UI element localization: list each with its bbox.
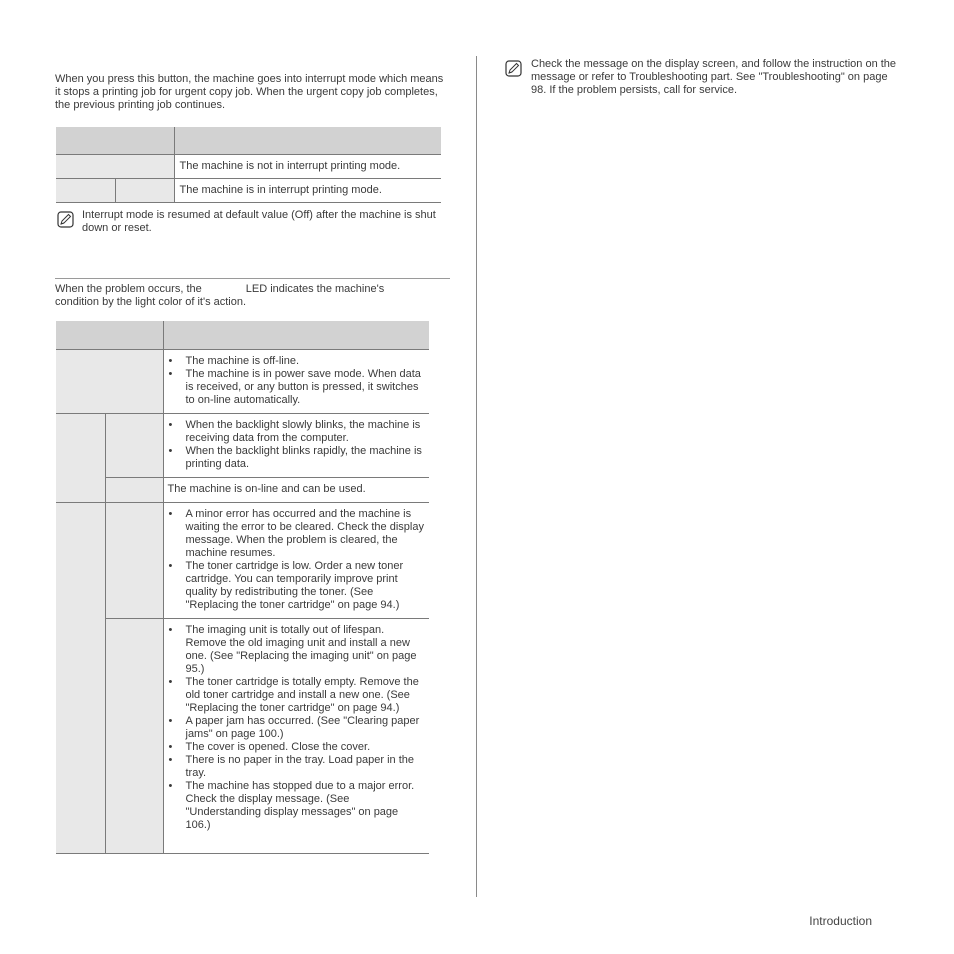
footer-label: Introduction <box>809 914 872 928</box>
status-off-cell <box>56 349 163 413</box>
status-color-cell <box>56 413 105 502</box>
list-item: • There is no paper in the tray. Load paper in the tray. <box>164 754 426 780</box>
status-blink-cell <box>105 413 163 477</box>
table-row <box>56 413 429 477</box>
status-header-description <box>163 321 429 349</box>
interrupt-header-status <box>56 127 174 154</box>
note-pencil-icon <box>505 60 522 77</box>
status-off-list <box>164 350 430 413</box>
interrupt-description-cell: The machine is not in interrupt printing mode. <box>179 159 401 172</box>
status-header-status <box>56 321 163 349</box>
list-item: • The machine is off-line. <box>164 355 426 368</box>
interrupt-description-cell: The machine is in interrupt printing mode. <box>179 183 382 196</box>
interrupt-header-description <box>174 127 441 154</box>
note-pencil-icon <box>57 211 74 228</box>
status-table-header <box>56 321 429 349</box>
list-item: • The cover is opened. Close the cover. <box>164 741 426 754</box>
list-item: • A minor error has occurred and the machine is waiting the error to be cleared. Check the display message. When the problem is cleared, the machine resumes. <box>164 508 426 560</box>
status-led-intro-part2: LED indicates the machine's <box>245 283 385 295</box>
list-item: • The machine has stopped due to a major error. Check the display message. (See "Understanding display messages" on page 106.) <box>164 780 426 832</box>
interrupt-note: Interrupt mode is resumed at default value (Off) after the machine is shut down or reset. <box>82 209 436 234</box>
troubleshooting-note: Check the message on the display screen, and follow the instruction on the message or refer to Troubleshooting part. See "Troubleshooting" on page 98. If the problem persists, call for service. <box>531 58 897 96</box>
status-on-description: The machine is on-line and can be used. <box>167 482 366 495</box>
status-led-table <box>56 321 429 854</box>
list-item: • The imaging unit is totally out of lifespan. Remove the old imaging unit and install a new one. (See "Replacing the imaging unit" on page 95.) <box>164 624 426 676</box>
interrupt-status-cell-a <box>56 178 115 202</box>
interrupt-status-cell-b <box>115 178 174 202</box>
table-row <box>56 618 429 853</box>
table-row <box>56 477 429 502</box>
table-row <box>56 154 441 178</box>
status-error-minor-list <box>164 503 430 618</box>
column-divider <box>476 56 477 897</box>
status-led-intro-part1: When the problem occurs, the <box>55 283 202 295</box>
status-error-major-cell <box>105 618 163 853</box>
list-item: • The machine is in power save mode. When data is received, or any button is pressed, it switches to on-line automatically. <box>164 368 426 407</box>
interrupt-table <box>56 127 441 203</box>
interrupt-status-cell <box>56 154 174 178</box>
status-blink-list <box>164 414 430 477</box>
status-color-cell <box>56 502 105 853</box>
list-item: • When the backlight blinks rapidly, the machine is printing data. <box>164 445 426 471</box>
section-divider <box>55 278 450 279</box>
status-error-major-list <box>164 619 430 838</box>
table-row <box>56 502 429 618</box>
status-error-minor-cell <box>105 502 163 618</box>
status-led-intro <box>55 283 450 309</box>
list-item: • The toner cartridge is low. Order a new toner cartridge. You can temporarily improve print quality by redistributing the toner. (See "Replacing the toner cartridge" on page 94.) <box>164 560 426 612</box>
status-on-cell <box>105 477 163 502</box>
list-item: • The toner cartridge is totally empty. Remove the old toner cartridge and install a new one. (See "Replacing the toner cartridge" on page 94.) <box>164 676 426 715</box>
table-row <box>56 178 441 202</box>
table-row <box>56 349 429 413</box>
interrupt-table-header <box>56 127 441 154</box>
list-item: • When the backlight slowly blinks, the machine is receiving data from the computer. <box>164 419 426 445</box>
interrupt-intro: When you press this button, the machine goes into interrupt mode which means it stops a printing job for urgent copy job. When the urgent copy job completes, the previous printing job continues. <box>55 73 444 111</box>
status-led-intro-line2: condition by the light color of it's action. <box>55 296 247 308</box>
list-item: • A paper jam has occurred. (See "Clearing paper jams" on page 100.) <box>164 715 426 741</box>
